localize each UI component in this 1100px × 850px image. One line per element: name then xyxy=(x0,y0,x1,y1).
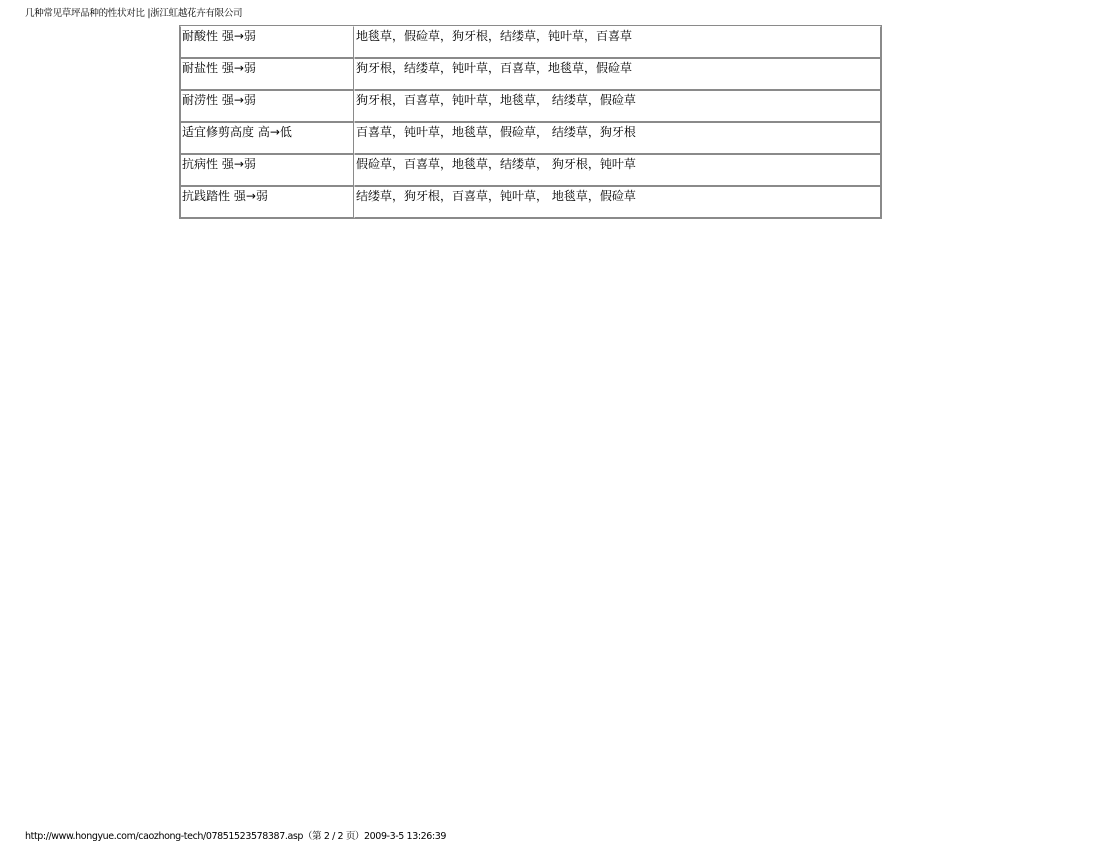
trait-cell: 耐酸性 强→弱 xyxy=(180,26,354,58)
table-row xyxy=(180,26,881,58)
trait-comparison-table xyxy=(179,25,882,219)
table-row xyxy=(180,186,881,218)
table-row xyxy=(180,58,881,90)
page-header-title: 几种常见草坪品种的性状对比 |浙江虹越花卉有限公司 xyxy=(25,8,243,19)
ranking-cell: 狗牙根，结缕草，钝叶草，百喜草，地毯草，假硷草 xyxy=(354,58,881,90)
page-footer-url: http://www.hongyue.com/caozhong-tech/07851523578387.asp（第 2 / 2 页）2009-3-5 13:26:39 xyxy=(25,831,447,842)
ranking-cell: 百喜草，钝叶草，地毯草，假硷草， 结缕草，狗牙根 xyxy=(354,122,881,154)
table-row xyxy=(180,154,881,186)
trait-cell: 适宜修剪高度 高→低 xyxy=(180,122,354,154)
trait-cell: 抗病性 强→弱 xyxy=(180,154,354,186)
table-row xyxy=(180,122,881,154)
ranking-cell: 狗牙根，百喜草，钝叶草，地毯草， 结缕草，假硷草 xyxy=(354,90,881,122)
trait-cell: 耐涝性 强→弱 xyxy=(180,90,354,122)
ranking-cell: 结缕草，狗牙根，百喜草，钝叶草， 地毯草，假硷草 xyxy=(354,186,881,218)
trait-cell: 耐盐性 强→弱 xyxy=(180,58,354,90)
trait-cell: 抗践踏性 强→弱 xyxy=(180,186,354,218)
table-row xyxy=(180,90,881,122)
ranking-cell: 假硷草，百喜草，地毯草，结缕草， 狗牙根，钝叶草 xyxy=(354,154,881,186)
ranking-cell: 地毯草，假硷草，狗牙根，结缕草，钝叶草，百喜草 xyxy=(354,26,881,58)
